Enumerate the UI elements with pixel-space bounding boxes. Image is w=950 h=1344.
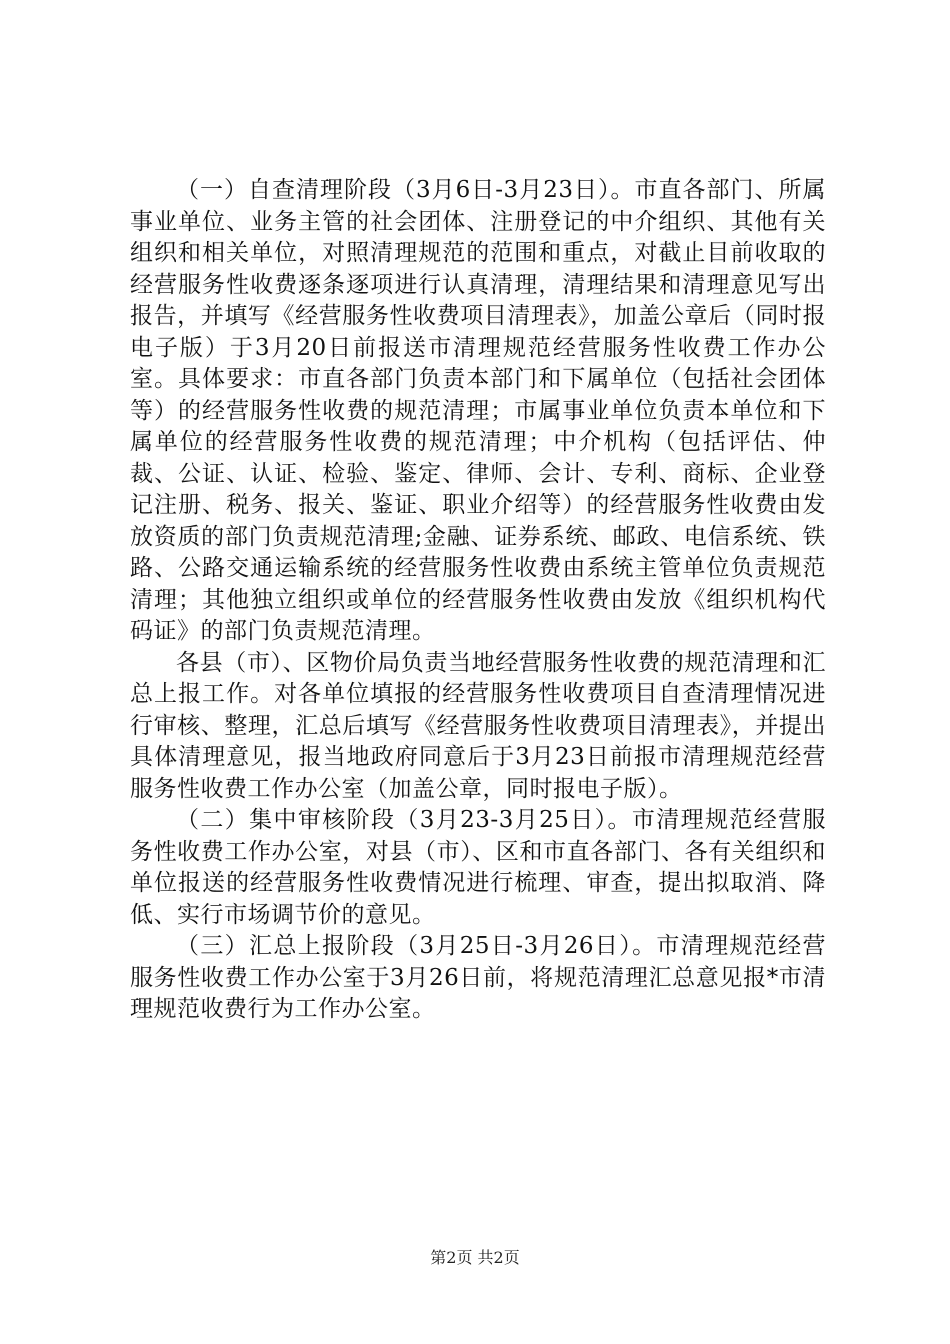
document-body bbox=[130, 175, 826, 1026]
paragraph-self-inspection: （一）自查清理阶段（3月6日-3月23日）。市直各部门、所属事业单位、业务主管的社会团体、注册登记的中介组织、其他有关组织和相关单位，对照清理规范的范围和重点，对截止目前收取的经营服务性收费逐条逐项进行认真清理，清理结果和清理意见写出报告，并填写《经营服务性收费项目清理表》，加盖公章后（同时报电子版）于3月20日前报送市清理规范经营服务性收费工作办公室。具体要求：市直各部门负责本部门和下属单位（包括社会团体等）的经营服务性收费的规范清理；市属事业单位负责本单位和下属单位的经营服务性收费的规范清理；中介机构（包括评估、仲裁、公证、认证、检验、鉴定、律师、会计、专利、商标、企业登记注册、税务、报关、鉴证、职业介绍等）的经营服务性收费由发放资质的部门负责规范清理;金融、证券系统、邮政、电信系统、铁路、公路交通运输系统的经营服务性收费由系统主管单位负责规范清理；其他独立组织或单位的经营服务性收费由发放《组织机构代码证》的部门负责规范清理。 bbox=[130, 177, 826, 644]
page-footer: 第2页 共2页 bbox=[430, 1248, 520, 1267]
paragraph-centralized-review: （二）集中审核阶段（3月23-3月25日）。市清理规范经营服务性收费工作办公室，对县（市）、区和市直各部门、各有关组织和单位报送的经营服务性收费情况进行梳理、审查，提出拟取消、降低、实行市场调节价的意见。 bbox=[130, 807, 826, 928]
paragraph-county-bureau: 各县（市）、区物价局负责当地经营服务性收费的规范清理和汇总上报工作。对各单位填报的经营服务性收费项目自查清理情况进行审核、整理，汇总后填写《经营服务性收费项目清理表》，并提出具体清理意见，报当地政府同意后于3月23日前报市清理规范经营服务性收费工作办公室（加盖公章，同时报电子版）。 bbox=[130, 649, 826, 802]
paragraph-summary-report: （三）汇总上报阶段（3月25日-3月26日）。市清理规范经营服务性收费工作办公室于3月26日前，将规范清理汇总意见报*市清理规范收费行为工作办公室。 bbox=[130, 933, 826, 1022]
